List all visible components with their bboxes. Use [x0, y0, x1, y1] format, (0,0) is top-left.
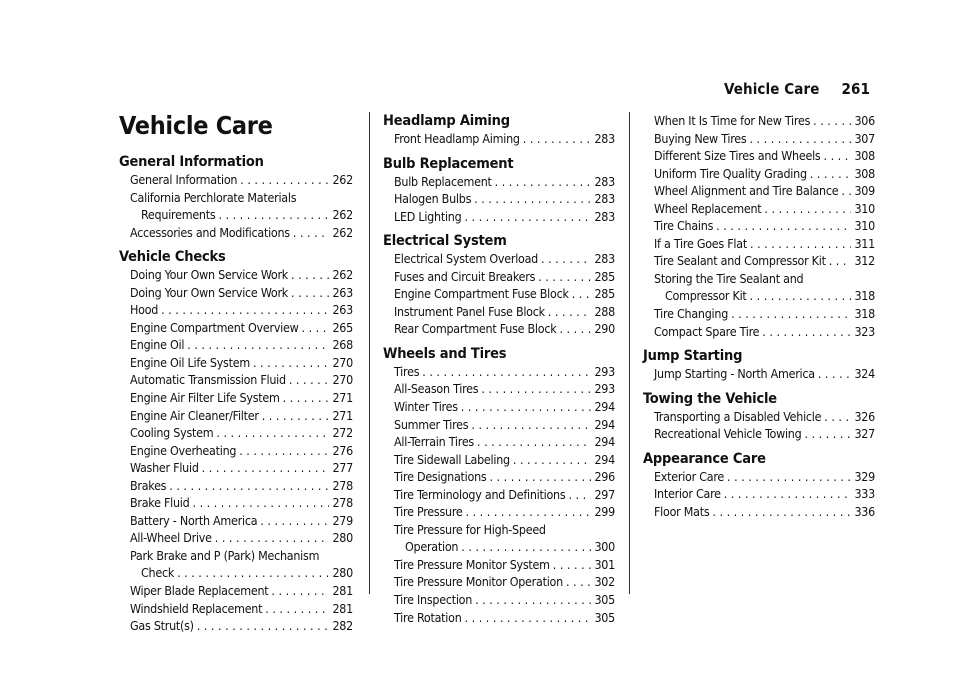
- toc-entry-title: Cooling System: [130, 425, 214, 441]
- toc-entry[interactable]: [643, 217, 875, 235]
- toc-entry[interactable]: [119, 512, 353, 530]
- toc-entry-page: 310: [854, 200, 875, 216]
- toc-leader-dots: [461, 538, 591, 556]
- toc-entry-title: Tire Rotation: [394, 609, 462, 625]
- toc-entry-title: Buying New Tires: [654, 130, 747, 146]
- toc-entry-page: 318: [854, 306, 875, 322]
- toc-leader-dots: [239, 442, 329, 460]
- toc-entry-page: 299: [594, 504, 615, 520]
- page-title: Vehicle Care: [119, 111, 273, 140]
- toc-entry-title: Doing Your Own Service Work: [130, 267, 288, 283]
- toc-leader-dots: [813, 112, 851, 130]
- toc-entry[interactable]: [643, 200, 875, 218]
- toc-entry-page: 288: [594, 303, 615, 319]
- toc-entry-title: Uniform Tire Quality Grading: [654, 165, 807, 181]
- toc-entry[interactable]: [643, 503, 875, 521]
- toc-leader-dots: [283, 389, 330, 407]
- toc-entry[interactable]: [643, 235, 875, 253]
- toc-entry-title: Front Headlamp Aiming: [394, 131, 520, 146]
- toc-entry-page: 271: [332, 407, 353, 423]
- toc-entry[interactable]: [383, 268, 615, 286]
- toc-entry[interactable]: [383, 285, 615, 303]
- toc-leader-dots: [265, 600, 329, 618]
- toc-leader-dots: [541, 250, 591, 268]
- toc-entry-page: 283: [594, 208, 615, 224]
- toc-entry[interactable]: [119, 319, 353, 337]
- toc-leader-dots: [804, 425, 851, 443]
- toc-entry-page: 278: [332, 495, 353, 511]
- toc-entry[interactable]: [119, 206, 353, 224]
- toc-entry-title: Interior Care: [654, 486, 721, 502]
- toc-entry-lead[interactable]: Storing the Tire Sealant and: [654, 270, 804, 286]
- toc-entry-page: 294: [594, 416, 615, 432]
- toc-entry-page: 297: [594, 486, 615, 502]
- section-heading: Electrical System: [383, 233, 507, 250]
- toc-entry[interactable]: [643, 130, 875, 148]
- toc-entry-title: Check: [141, 565, 175, 581]
- toc-entry-title: Different Size Tires and Wheels: [654, 148, 821, 164]
- toc-entry-page: 306: [854, 113, 875, 128]
- toc-entry-page: 263: [332, 302, 353, 318]
- section-heading: Wheels and Tires: [383, 345, 507, 362]
- toc-entry-page: 268: [332, 337, 353, 353]
- toc-leader-dots: [474, 190, 591, 208]
- toc-leader-dots: [824, 408, 851, 426]
- toc-entry[interactable]: [383, 451, 615, 469]
- toc-leader-dots: [202, 459, 330, 477]
- toc-entry-page: 283: [594, 251, 615, 267]
- toc-column-2: [383, 112, 615, 626]
- toc-entry-title: Tire Pressure: [394, 504, 463, 520]
- toc-entry[interactable]: [383, 303, 615, 321]
- toc-leader-dots: [716, 217, 851, 235]
- toc-entry-title: Compact Spare Tire: [654, 323, 760, 339]
- toc-entry-title: Windshield Replacement: [130, 600, 263, 616]
- toc-entry-page: 333: [854, 486, 875, 502]
- toc-entry-page: 281: [332, 600, 353, 616]
- toc-leader-dots: [197, 617, 330, 635]
- toc-entry[interactable]: [119, 284, 353, 302]
- toc-leader-dots: [750, 287, 852, 305]
- toc-entry[interactable]: [383, 573, 615, 591]
- toc-entry-page: 293: [594, 381, 615, 397]
- toc-entry-page: 285: [594, 268, 615, 284]
- toc-leader-dots: [750, 235, 851, 253]
- toc-entry-title: When It Is Time for New Tires: [654, 113, 811, 128]
- toc-leader-dots: [481, 380, 591, 398]
- toc-entry[interactable]: [383, 416, 615, 434]
- toc-leader-dots: [749, 130, 851, 148]
- toc-entry-page: 302: [594, 574, 615, 590]
- running-head: [724, 80, 870, 98]
- toc-entry[interactable]: [643, 408, 875, 426]
- toc-entry-title: If a Tire Goes Flat: [654, 235, 747, 251]
- toc-entry[interactable]: [383, 433, 615, 451]
- toc-entry-title: Tire Designations: [394, 469, 487, 485]
- toc-entry-title: Gas Strut(s): [130, 618, 194, 634]
- toc-leader-dots: [169, 477, 329, 495]
- toc-entry-page: 307: [854, 130, 875, 146]
- toc-leader-dots: [727, 468, 851, 486]
- toc-entry-page: 318: [854, 288, 875, 304]
- toc-entry-page: 308: [854, 148, 875, 164]
- toc-leader-dots: [464, 208, 591, 226]
- toc-entry-title: Transporting a Disabled Vehicle: [654, 408, 822, 424]
- toc-entry-page: 309: [854, 183, 875, 199]
- toc-leader-dots: [477, 433, 591, 451]
- toc-entry-page: 312: [854, 253, 875, 269]
- toc-entry-title: Brake Fluid: [130, 495, 190, 511]
- toc-leader-dots: [260, 512, 329, 530]
- toc-entry-page: 283: [594, 173, 615, 189]
- column-divider: [369, 112, 370, 594]
- toc-entry-page: 277: [332, 460, 353, 476]
- toc-entry-page: 276: [332, 442, 353, 458]
- toc-entry-page: 294: [594, 434, 615, 450]
- section-heading: Jump Starting: [643, 348, 743, 365]
- toc-leader-dots: [302, 319, 330, 337]
- toc-entry[interactable]: [643, 305, 875, 323]
- toc-leader-dots: [161, 301, 329, 319]
- toc-leader-dots: [731, 305, 851, 323]
- toc-entry-page: 308: [854, 165, 875, 181]
- toc-entry-page: 311: [854, 235, 875, 251]
- toc-leader-dots: [271, 582, 329, 600]
- toc-entry-title: Tire Chains: [654, 218, 714, 234]
- toc-entry[interactable]: [119, 371, 353, 389]
- toc-entry-page: 283: [594, 131, 615, 146]
- toc-entry-page: 294: [594, 451, 615, 467]
- toc-entry[interactable]: [383, 486, 615, 504]
- toc-entry-title: Engine Oil Life System: [130, 354, 250, 370]
- toc-entry-title: Halogen Bulbs: [394, 191, 472, 207]
- toc-section: [383, 232, 615, 338]
- toc-entry[interactable]: [383, 250, 615, 268]
- section-heading: Bulb Replacement: [383, 155, 514, 172]
- toc-entry-page: 280: [332, 530, 353, 546]
- toc-entry-page: 296: [594, 469, 615, 485]
- toc-leader-dots: [566, 573, 592, 591]
- toc-entry-title: Tire Sealant and Compressor Kit: [654, 253, 826, 269]
- toc-entry-title: Tire Sidewall Labeling: [394, 451, 510, 467]
- toc-entry[interactable]: [119, 266, 353, 284]
- toc-section: [119, 248, 353, 634]
- toc-entry-page: 310: [854, 218, 875, 234]
- toc-entry-page: 279: [332, 512, 353, 528]
- toc-entry[interactable]: [119, 442, 353, 460]
- toc-entry[interactable]: [119, 224, 353, 242]
- toc-leader-dots: [841, 182, 851, 200]
- toc-entry-page: 272: [332, 425, 353, 441]
- toc-entry[interactable]: [643, 252, 875, 270]
- toc-entry[interactable]: [643, 112, 875, 130]
- toc-leader-dots: [559, 320, 591, 338]
- toc-entry[interactable]: [119, 477, 353, 495]
- toc-entry[interactable]: [383, 503, 615, 521]
- toc-leader-dots: [818, 365, 852, 383]
- toc-section: [119, 153, 353, 241]
- section-heading: Headlamp Aiming: [383, 113, 510, 129]
- toc-entry-page: 262: [332, 224, 353, 240]
- toc-leader-dots: [538, 268, 591, 286]
- running-head-section: Vehicle Care: [724, 80, 820, 98]
- toc-entry-page: 329: [854, 468, 875, 484]
- toc-entry-title: Wheel Replacement: [654, 200, 762, 216]
- toc-entry-page: 263: [332, 284, 353, 300]
- toc-leader-dots: [293, 224, 330, 242]
- toc-entry[interactable]: [119, 171, 353, 189]
- toc-entry-title: Fuses and Circuit Breakers: [394, 268, 536, 284]
- toc-leader-dots: [177, 564, 329, 582]
- toc-entry[interactable]: [119, 424, 353, 442]
- section-heading: Appearance Care: [643, 450, 766, 467]
- page-number: 261: [841, 80, 870, 98]
- toc-entry-title: Instrument Panel Fuse Block: [394, 303, 545, 319]
- toc-leader-dots: [764, 200, 851, 218]
- toc-entry-page: 270: [332, 372, 353, 388]
- toc-column-1: [119, 112, 353, 635]
- toc-entry-title: Brakes: [130, 477, 167, 493]
- toc-entry-title: Battery - North America: [130, 512, 258, 528]
- toc-entry[interactable]: [119, 529, 353, 547]
- toc-entry-title: Hood: [130, 302, 159, 318]
- toc-entry-title: Tire Pressure Monitor System: [394, 556, 550, 572]
- toc-entry-page: 293: [594, 363, 615, 379]
- toc-entry-page: 280: [332, 565, 353, 581]
- toc-entry[interactable]: [119, 582, 353, 600]
- toc-leader-dots: [289, 371, 330, 389]
- toc-entry-title: Requirements: [141, 207, 216, 223]
- toc-section: [383, 345, 615, 626]
- toc-entry[interactable]: [119, 354, 353, 372]
- toc-leader-dots: [810, 165, 852, 183]
- toc-entry[interactable]: [383, 130, 615, 148]
- toc-entry[interactable]: [383, 591, 615, 609]
- toc-entry[interactable]: [383, 208, 615, 226]
- toc-entry-title: Automatic Transmission Fluid: [130, 372, 286, 388]
- toc-entry-lead[interactable]: Park Brake and P (Park) Mechanism: [130, 547, 320, 563]
- toc-entry-title: General Information: [130, 172, 238, 187]
- toc-entry-title: Bulb Replacement: [394, 173, 492, 189]
- toc-leader-dots: [513, 451, 592, 469]
- toc-entry-title: Accessories and Modifications: [130, 224, 290, 240]
- toc-entry-title: Winter Tires: [394, 399, 458, 415]
- toc-entry-page: 270: [332, 354, 353, 370]
- toc-entry[interactable]: [119, 459, 353, 477]
- toc-leader-dots: [291, 266, 329, 284]
- toc-leader-dots: [466, 503, 592, 521]
- toc-leader-dots: [523, 130, 592, 148]
- toc-entry-title: Engine Compartment Overview: [130, 319, 299, 335]
- toc-leader-dots: [461, 398, 592, 416]
- toc-entry-title: Rear Compartment Fuse Block: [394, 321, 557, 337]
- toc-entry-page: 283: [594, 191, 615, 207]
- toc-entry-page: 305: [594, 609, 615, 625]
- toc-entry-title: Tire Changing: [654, 306, 729, 322]
- toc-entry[interactable]: [383, 190, 615, 208]
- toc-entry-page: 300: [594, 539, 615, 555]
- toc-entry-page: 326: [854, 408, 875, 424]
- toc-entry[interactable]: [383, 320, 615, 338]
- toc-entry-title: Summer Tires: [394, 416, 469, 432]
- toc-leader-dots: [218, 206, 329, 224]
- toc-entry[interactable]: [643, 147, 875, 165]
- toc-section: [643, 112, 875, 340]
- toc-leader-dots: [253, 354, 330, 372]
- toc-entry[interactable]: [119, 301, 353, 319]
- toc-leader-dots: [262, 407, 330, 425]
- toc-leader-dots: [553, 556, 592, 574]
- toc-leader-dots: [291, 284, 329, 302]
- toc-entry[interactable]: [383, 538, 615, 556]
- toc-leader-dots: [471, 416, 591, 434]
- toc-entry-title: Tire Inspection: [394, 592, 473, 608]
- toc-leader-dots: [187, 336, 329, 354]
- toc-entry-page: 305: [594, 592, 615, 608]
- toc-entry[interactable]: [119, 600, 353, 618]
- toc-entry-title: Floor Mats: [654, 503, 710, 519]
- toc-entry[interactable]: [119, 617, 353, 635]
- toc-leader-dots: [216, 424, 329, 442]
- toc-entry-title: Wiper Blade Replacement: [130, 583, 269, 599]
- toc-leader-dots: [724, 485, 852, 503]
- toc-entry[interactable]: [383, 556, 615, 574]
- section-heading: Towing the Vehicle: [643, 390, 777, 407]
- toc-entry-title: Washer Fluid: [130, 460, 199, 476]
- toc-entry-title: Compressor Kit: [665, 288, 747, 304]
- toc-leader-dots: [572, 285, 592, 303]
- toc-entry-page: 278: [332, 477, 353, 493]
- toc-entry-title: Tire Terminology and Definitions: [394, 486, 566, 502]
- toc-leader-dots: [823, 147, 851, 165]
- toc-entry[interactable]: [643, 485, 875, 503]
- toc-entry-page: 323: [854, 323, 875, 339]
- toc-entry-page: 327: [854, 426, 875, 442]
- toc-leader-dots: [215, 529, 330, 547]
- toc-entry-page: 262: [332, 172, 353, 187]
- toc-entry[interactable]: [119, 407, 353, 425]
- toc-entry[interactable]: [643, 468, 875, 486]
- section-heading: General Information: [119, 154, 264, 170]
- toc-entry[interactable]: [383, 468, 615, 486]
- toc-entry-title: Jump Starting - North America: [654, 366, 815, 382]
- toc-entry-page: 262: [332, 267, 353, 283]
- toc-entry-page: 301: [594, 556, 615, 572]
- toc-entry-title: Doing Your Own Service Work: [130, 284, 288, 300]
- toc-entry-page: 290: [594, 321, 615, 337]
- toc-entry[interactable]: [383, 380, 615, 398]
- toc-entry-page: 262: [332, 207, 353, 223]
- toc-entry[interactable]: [119, 389, 353, 407]
- toc-entry-title: All-Season Tires: [394, 381, 479, 397]
- toc-leader-dots: [489, 468, 591, 486]
- toc-leader-dots: [475, 591, 591, 609]
- section-heading: Vehicle Checks: [119, 249, 226, 266]
- toc-section: [643, 450, 875, 521]
- column-divider: [629, 112, 630, 594]
- toc-entry-title: Engine Overheating: [130, 442, 237, 458]
- toc-entry-title: Recreational Vehicle Towing: [654, 426, 802, 442]
- toc-entry-title: All-Wheel Drive: [130, 530, 212, 546]
- toc-section: [643, 347, 875, 383]
- toc-leader-dots: [568, 486, 591, 504]
- toc-entry[interactable]: [643, 323, 875, 341]
- toc-entry-title: Operation: [405, 539, 459, 555]
- toc-leader-dots: [422, 363, 591, 381]
- toc-entry[interactable]: [119, 494, 353, 512]
- toc-entry-title: Engine Compartment Fuse Block: [394, 286, 569, 302]
- toc-entry[interactable]: [383, 398, 615, 416]
- toc-entry-page: 336: [854, 503, 875, 519]
- toc-entry-title: Engine Air Filter Life System: [130, 390, 280, 406]
- toc-entry[interactable]: [643, 165, 875, 183]
- toc-leader-dots: [712, 503, 851, 521]
- toc-section: [383, 155, 615, 226]
- toc-leader-dots: [240, 171, 329, 189]
- toc-entry-lead[interactable]: Tire Pressure for High-Speed: [394, 521, 546, 537]
- toc-entry-page: 294: [594, 399, 615, 415]
- toc-entry[interactable]: [643, 287, 875, 305]
- toc-leader-dots: [495, 173, 592, 191]
- toc-entry[interactable]: [383, 173, 615, 191]
- toc-entry[interactable]: [119, 564, 353, 582]
- toc-leader-dots: [829, 252, 852, 270]
- toc-entry-page: 282: [332, 618, 353, 634]
- toc-leader-dots: [762, 323, 851, 341]
- toc-entry[interactable]: [383, 363, 615, 381]
- toc-section: [643, 390, 875, 443]
- toc-entry-title: Engine Oil: [130, 337, 185, 353]
- toc-entry-title: Exterior Care: [654, 468, 725, 484]
- toc-entry-title: Tires: [394, 363, 420, 379]
- toc-leader-dots: [465, 609, 592, 627]
- toc-leader-dots: [548, 303, 592, 321]
- toc-entry[interactable]: [119, 336, 353, 354]
- toc-entry-page: 265: [332, 319, 353, 335]
- toc-entry-title: Wheel Alignment and Tire Balance: [654, 183, 839, 199]
- toc-entry-title: All-Terrain Tires: [394, 434, 474, 450]
- toc-entry-title: Electrical System Overload: [394, 251, 539, 267]
- toc-entry[interactable]: [643, 425, 875, 443]
- toc-entry-page: 285: [594, 286, 615, 302]
- toc-entry[interactable]: [383, 609, 615, 627]
- toc-entry[interactable]: [643, 365, 875, 383]
- toc-entry-title: Engine Air Cleaner/Filter: [130, 407, 259, 423]
- toc-entry-lead[interactable]: California Perchlorate Materials: [130, 189, 297, 205]
- toc-entry-page: 271: [332, 390, 353, 406]
- toc-entry-page: 281: [332, 583, 353, 599]
- toc-entry[interactable]: [643, 182, 875, 200]
- toc-section: [383, 112, 615, 148]
- toc-entry-title: Tire Pressure Monitor Operation: [394, 574, 563, 590]
- toc-entry-page: 324: [854, 366, 875, 382]
- toc-entry-title: LED Lighting: [394, 208, 462, 224]
- toc-leader-dots: [192, 494, 329, 512]
- toc-column-3: [643, 112, 875, 520]
